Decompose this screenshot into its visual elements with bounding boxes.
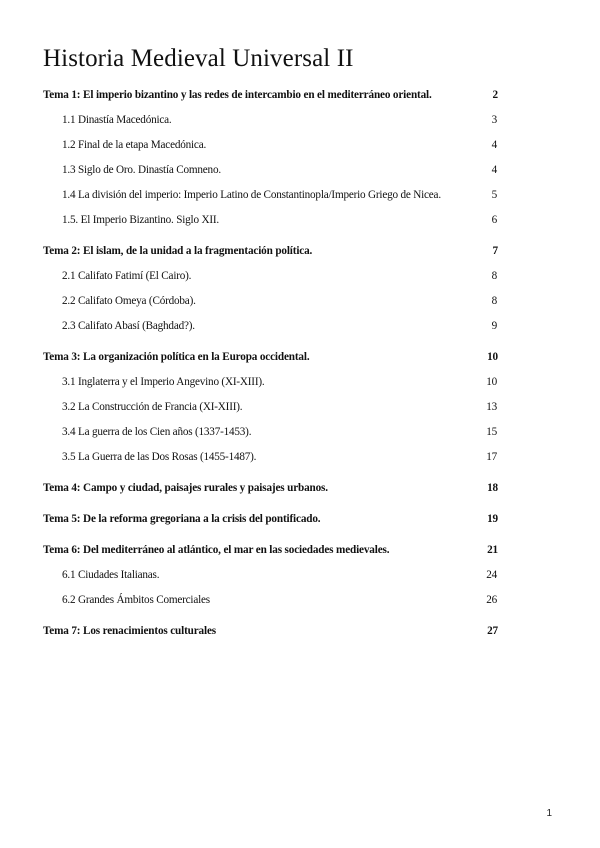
toc-entry-page: 4 <box>491 139 497 151</box>
toc-chapter-entry[interactable] <box>43 507 498 532</box>
toc-entry-title: 2.2 Califato Omeya (Córdoba). <box>62 295 196 307</box>
toc-entry-page: 10 <box>486 376 497 388</box>
toc-entry-page: 4 <box>491 164 497 176</box>
toc-entry-title: 1.5. El Imperio Bizantino. Siglo XII. <box>62 214 219 226</box>
toc-entry-title: Tema 7: Los renacimientos culturales <box>43 625 216 637</box>
toc-entry-page: 15 <box>486 426 497 438</box>
toc-section-entry[interactable] <box>43 208 498 233</box>
toc-entry-page: 10 <box>487 351 498 363</box>
page-number: 1 <box>546 808 552 819</box>
toc-entry-page: 13 <box>486 401 497 413</box>
toc-section-entry[interactable] <box>43 420 498 445</box>
toc-entry-page: 21 <box>487 544 498 556</box>
toc-section-entry[interactable] <box>43 395 498 420</box>
toc-chapter-entry[interactable] <box>43 239 498 264</box>
toc-chapter-entry[interactable] <box>43 619 498 644</box>
toc-entry-title: 2.3 Califato Abasí (Baghdad?). <box>62 320 195 332</box>
toc-section-entry[interactable] <box>43 563 498 588</box>
toc-entry-title: 6.2 Grandes Ámbitos Comerciales <box>62 594 210 606</box>
toc-entry-title: Tema 6: Del mediterráneo al atlántico, el mar en las sociedades medievales. <box>43 544 390 556</box>
toc-section-entry[interactable] <box>43 108 498 133</box>
toc-entry-title: Tema 2: El islam, de la unidad a la fragmentación política. <box>43 245 313 257</box>
toc-section-entry[interactable] <box>43 588 498 613</box>
toc-entry-page: 24 <box>486 569 497 581</box>
toc-section-entry[interactable] <box>43 370 498 395</box>
toc-entry-page: 3 <box>491 114 497 126</box>
toc-chapter-entry[interactable] <box>43 345 498 370</box>
toc-entry-title: Tema 3: La organización política en la Europa occidental. <box>43 351 310 363</box>
toc-chapter-entry[interactable] <box>43 83 498 108</box>
toc-entry-page: 18 <box>487 482 498 494</box>
toc-entry-title: 6.1 Ciudades Italianas. <box>62 569 160 581</box>
page-title: Historia Medieval Universal II <box>43 45 354 72</box>
toc-entry-page: 9 <box>491 320 497 332</box>
toc-entry-page: 2 <box>492 89 498 101</box>
toc-entry-title: 3.4 La guerra de los Cien años (1337-1453). <box>62 426 252 438</box>
toc-entry-page: 26 <box>486 594 497 606</box>
toc-entry-title: Tema 5: De la reforma gregoriana a la crisis del pontificado. <box>43 513 321 525</box>
toc-entry-title: 1.1 Dinastía Macedónica. <box>62 114 172 126</box>
toc-entry-page: 8 <box>491 270 497 282</box>
toc-entry-page: 6 <box>491 214 497 226</box>
toc-section-entry[interactable] <box>43 133 498 158</box>
toc-section-entry[interactable] <box>43 183 498 208</box>
toc-entry-page: 5 <box>491 189 497 201</box>
table-of-contents <box>43 83 498 644</box>
toc-entry-title: Tema 4: Campo y ciudad, paisajes rurales y paisajes urbanos. <box>43 482 328 494</box>
toc-section-entry[interactable] <box>43 264 498 289</box>
toc-entry-title: 1.2 Final de la etapa Macedónica. <box>62 139 207 151</box>
toc-entry-page: 27 <box>487 625 498 637</box>
toc-section-entry[interactable] <box>43 289 498 314</box>
toc-section-entry[interactable] <box>43 158 498 183</box>
toc-section-entry[interactable] <box>43 314 498 339</box>
toc-entry-title: 1.4 La división del imperio: Imperio Latino de Constantinopla/Imperio Griego de Nicea. <box>62 189 441 201</box>
toc-entry-page: 8 <box>491 295 497 307</box>
toc-entry-title: 2.1 Califato Fatimí (El Cairo). <box>62 270 192 282</box>
toc-section-entry[interactable] <box>43 445 498 470</box>
toc-entry-title: 3.5 La Guerra de las Dos Rosas (1455-1487). <box>62 451 257 463</box>
toc-entry-title: 3.2 La Construcción de Francia (XI-XIII). <box>62 401 243 413</box>
toc-chapter-entry[interactable] <box>43 476 498 501</box>
toc-entry-page: 7 <box>492 245 498 257</box>
toc-entry-title: 1.3 Siglo de Oro. Dinastía Comneno. <box>62 164 221 176</box>
toc-entry-title: Tema 1: El imperio bizantino y las redes de intercambio en el mediterráneo oriental. <box>43 89 432 101</box>
toc-chapter-entry[interactable] <box>43 538 498 563</box>
toc-entry-page: 17 <box>486 451 497 463</box>
toc-entry-page: 19 <box>487 513 498 525</box>
toc-entry-title: 3.1 Inglaterra y el Imperio Angevino (XI-XIII). <box>62 376 265 388</box>
